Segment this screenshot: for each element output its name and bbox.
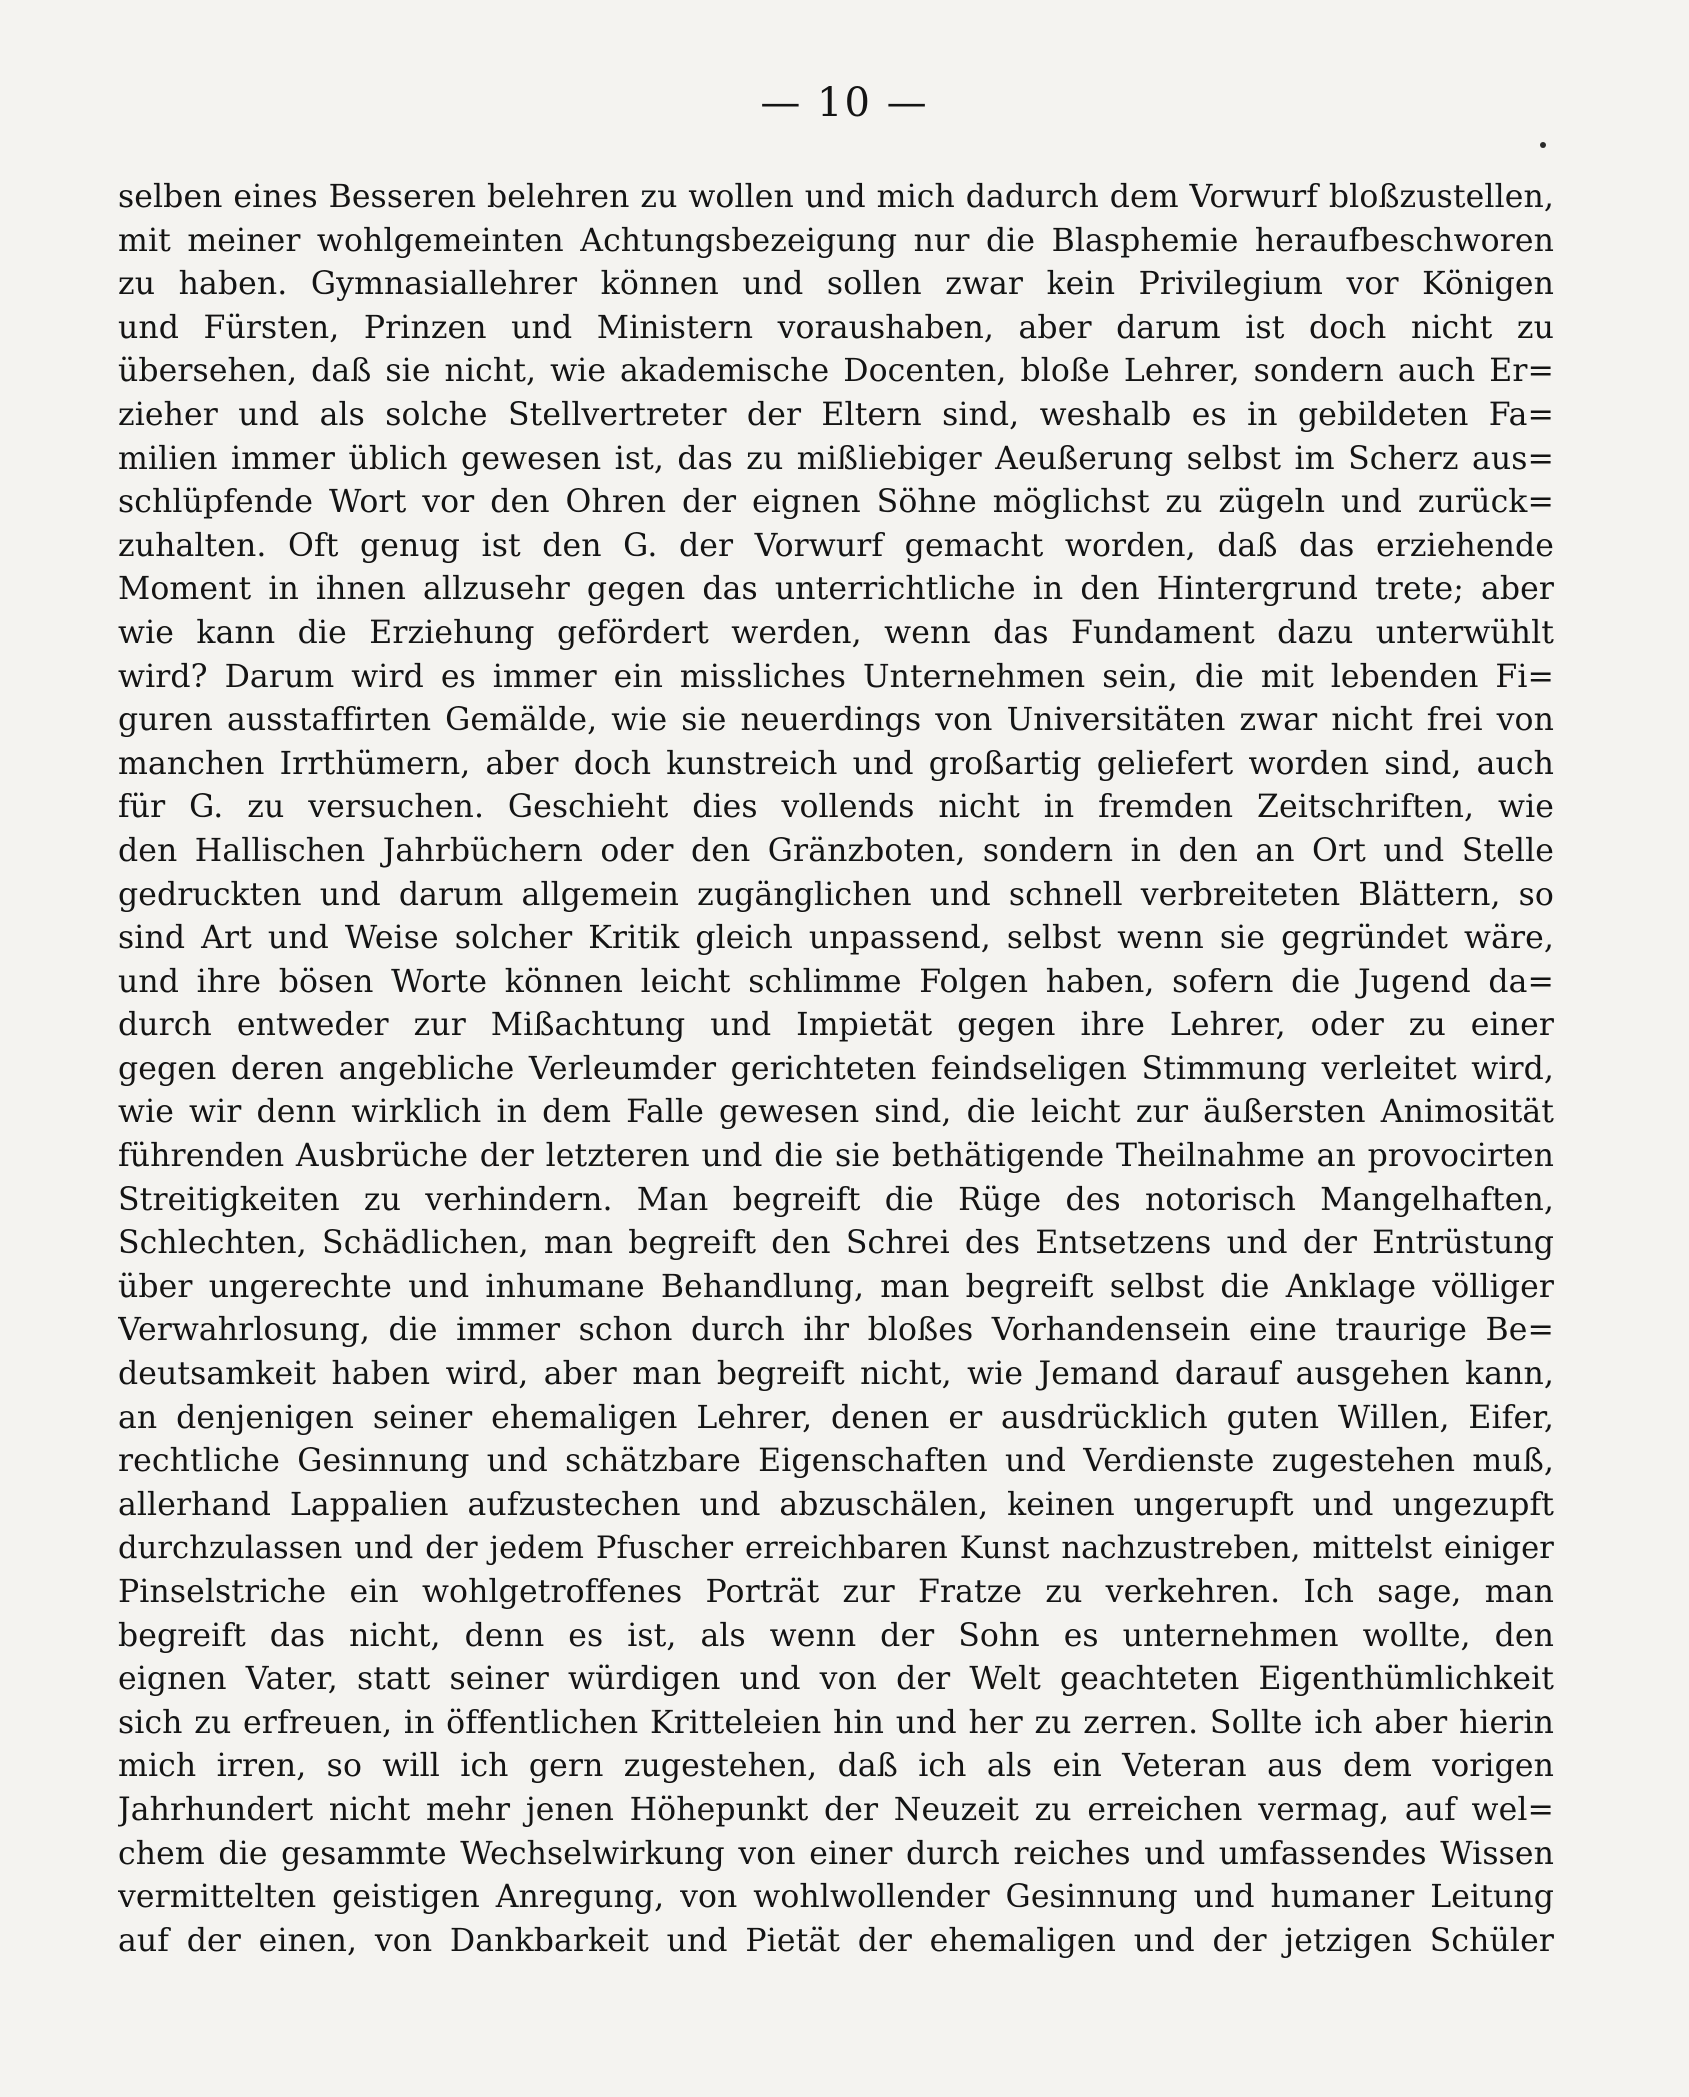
text-line: und Fürsten, Prinzen und Ministern voraushaben, aber darum ist doch nicht zu — [118, 309, 1554, 346]
text-line: sich zu erfreuen, in öffentlichen Kritteleien hin und her zu zerren. Sollte ich aber hierin — [118, 1704, 1554, 1741]
text-line: durchzulassen und der jedem Pfuscher erreichbaren Kunst nachzustreben, mittelst einiger — [118, 1531, 1554, 1567]
text-line: Moment in ihnen allzusehr gegen das unterrichtliche in den Hintergrund trete; aber — [118, 571, 1554, 608]
text-line: führenden Ausbrüche der letzteren und die sie bethätigende Theilnahme an provocirten — [118, 1138, 1554, 1175]
body-text — [118, 176, 1554, 1963]
text-line: rechtliche Gesinnung und schätzbare Eigenschaften und Verdienste zugestehen muß, — [118, 1443, 1554, 1480]
text-line: den Hallischen Jahrbüchern oder den Gränzboten, sondern in den an Ort und Stelle — [118, 832, 1554, 869]
text-line: schlüpfende Wort vor den Ohren der eignen Söhne möglichst zu zügeln und zurück= — [118, 484, 1554, 521]
text-line: Streitigkeiten zu verhindern. Man begreift die Rüge des notorisch Mangelhaften, — [118, 1181, 1554, 1218]
text-line: gegen deren angebliche Verleumder gerichteten feindseligen Stimmung verleitet wird, — [118, 1050, 1554, 1087]
text-line: wie wir denn wirklich in dem Falle gewesen sind, die leicht zur äußersten Animosität — [118, 1094, 1554, 1131]
text-line: gedruckten und darum allgemein zugänglichen und schnell verbreiteten Blättern, so — [118, 876, 1554, 913]
text-line: milien immer üblich gewesen ist, das zu mißliebiger Aeußerung selbst im Scherz aus= — [118, 440, 1554, 477]
text-line: und ihre bösen Worte können leicht schlimme Folgen haben, sofern die Jugend da= — [118, 963, 1554, 1000]
text-line: manchen Irrthümern, aber doch kunstreich und großartig geliefert worden sind, auch — [118, 745, 1554, 782]
text-line: eignen Vater, statt seiner würdigen und von der Welt geachteten Eigenthümlichkeit — [118, 1661, 1554, 1698]
text-line: mich irren, so will ich gern zugestehen, daß ich als ein Veteran aus dem vorigen — [118, 1748, 1554, 1785]
text-line: zieher und als solche Stellvertreter der Eltern sind, weshalb es in gebildeten Fa= — [118, 396, 1554, 433]
text-line: deutsamkeit haben wird, aber man begreift nicht, wie Jemand darauf ausgehen kann, — [118, 1356, 1554, 1393]
text-line: Jahrhundert nicht mehr jenen Höhepunkt der Neuzeit zu erreichen vermag, auf wel= — [118, 1791, 1554, 1828]
text-line: allerhand Lappalien aufzustechen und abzuschälen, keinen ungerupft und ungezupft — [118, 1486, 1554, 1523]
ink-speck — [1540, 142, 1546, 148]
text-line: Schlechten, Schädlichen, man begreift den Schrei des Entsetzens und der Entrüstung — [118, 1225, 1554, 1262]
text-line: übersehen, daß sie nicht, wie akademische Docenten, bloße Lehrer, sondern auch Er= — [118, 353, 1554, 390]
text-line: zuhalten. Oft genug ist den G. der Vorwurf gemacht worden, daß das erziehende — [118, 527, 1554, 564]
text-line: guren ausstaffirten Gemälde, wie sie neuerdings von Universitäten zwar nicht frei von — [118, 702, 1554, 739]
text-line: wie kann die Erziehung gefördert werden, wenn das Fundament dazu unterwühlt — [118, 614, 1554, 651]
text-line: durch entweder zur Mißachtung und Impietät gegen ihre Lehrer, oder zu einer — [118, 1007, 1554, 1044]
text-line: sind Art und Weise solcher Kritik gleich unpassend, selbst wenn sie gegründet wäre, — [118, 920, 1554, 957]
page-number: — 10 — — [760, 80, 929, 126]
text-line: über ungerechte und inhumane Behandlung, man begreift selbst die Anklage völliger — [118, 1268, 1554, 1305]
text-line: wird? Darum wird es immer ein missliches Unternehmen sein, die mit lebenden Fi= — [118, 658, 1554, 695]
text-line: an denjenigen seiner ehemaligen Lehrer, denen er ausdrücklich guten Willen, Eifer, — [118, 1399, 1554, 1436]
text-line: begreift das nicht, denn es ist, als wenn der Sohn es unternehmen wollte, den — [118, 1617, 1554, 1654]
text-line: mit meiner wohlgemeinten Achtungsbezeigung nur die Blasphemie heraufbeschworen — [118, 222, 1554, 259]
text-line: Verwahrlosung, die immer schon durch ihr bloßes Vorhandensein eine traurige Be= — [118, 1312, 1554, 1349]
text-line: für G. zu versuchen. Geschieht dies vollends nicht in fremden Zeitschriften, wie — [118, 789, 1554, 826]
text-line: zu haben. Gymnasiallehrer können und sollen zwar kein Privilegium vor Königen — [118, 266, 1554, 303]
text-line: chem die gesammte Wechselwirkung von einer durch reiches und umfassendes Wissen — [118, 1835, 1554, 1872]
text-line: selben eines Besseren belehren zu wollen und mich dadurch dem Vorwurf bloßzustellen, — [118, 179, 1554, 215]
text-line: vermittelten geistigen Anregung, von wohlwollender Gesinnung und humaner Leitung — [118, 1879, 1554, 1916]
text-line: auf der einen, von Dankbarkeit und Pietät der ehemaligen und der jetzigen Schüler — [118, 1922, 1554, 1959]
text-line: Pinselstriche ein wohlgetroffenes Porträt zur Fratze zu verkehren. Ich sage, man — [118, 1574, 1554, 1610]
